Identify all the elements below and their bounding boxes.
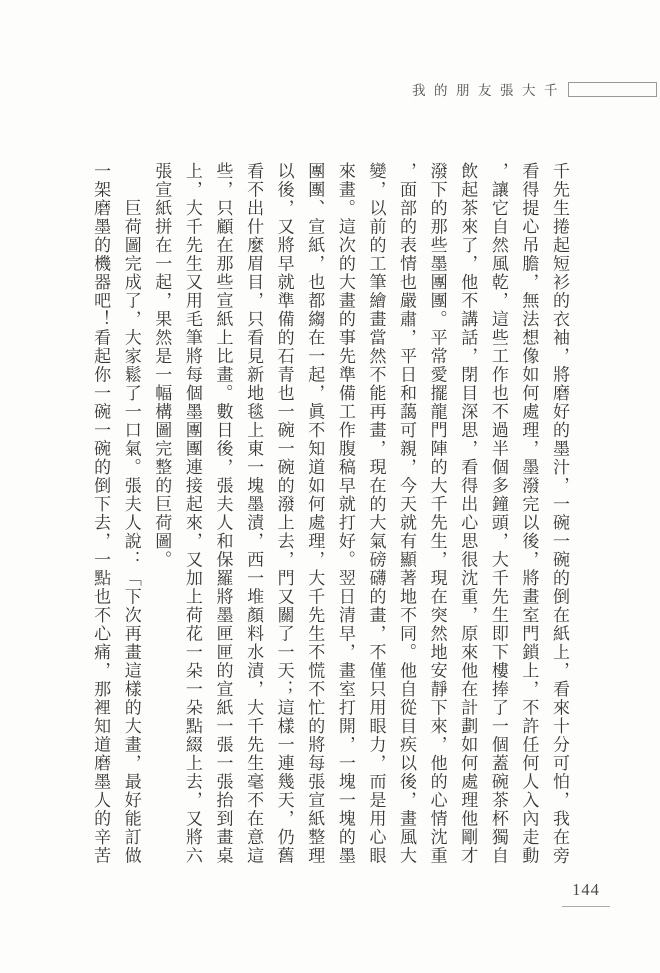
running-head bbox=[412, 79, 657, 99]
page-number: 144 bbox=[562, 880, 610, 907]
vertical-text-area bbox=[82, 162, 574, 868]
body-paragraph-1: 千先生捲起短衫的衣袖，將磨好的墨汁，一碗一碗的倒在紙上，看來十分可怕，我在旁看得提心吊膽，無法想像如何處理，墨潑完以後，將畫室門鎖上，不許任何人入內走動，讓它自然風乾，這些工作也不過半個多鐘頭，大千先生即下樓捧了一個蓋碗茶杯獨自飲起茶來了，他不講話，閉目深思，看得出心思很沈重，原來他在計劃如何處理他剛才潑下的那些墨團團。平常愛擺龍門陣的大千先生，現在突然地安靜下來，他的心情沈重，面部的表情也嚴肅，平日和藹可親，今天就有顯著地不同。他自從目疾以後，畫風大變，以前的工筆繪畫當然不能再畫，現在的大氣磅礴的畫，不僅只用眼力，而是用心眼來畫。這次的大畫的事先準備工作腹稿早就打好。翌日清早，畫室打開，一塊一塊的墨團團、宣紙，也都縐在一起，眞不知道如何處理，大千先生不慌不忙的將每張宣紙整理以後，又將早就準備的石青也一碗一碗的潑上去，門又關了一天；這樣一連幾天，仍舊看不出什麼眉目，只看見新地毯上東一塊墨漬，西一堆顏料水漬，大千先生毫不在意這些，只顧在那些宣紙上比畫。數日後，張夫人和保羅將墨匣匣的宣紙一張一張抬到畫桌上，大千先生又用毛筆將每個墨團團連接起來，又加上荷花一朵一朵點綴上去，又將六張宣紙拼在一起，果然是一幅構圖完整的巨荷圖。 bbox=[152, 162, 569, 865]
running-title: 我的朋友張大千 bbox=[412, 83, 566, 98]
page-edge-index-box bbox=[568, 82, 657, 97]
body-paragraph-2: 巨荷圖完成了，大家鬆了一口氣。張夫人說：「下次再畫這樣的大畫，最好能訂做一架磨墨的機器吧！看起你一碗一碗的倒下去，一點也不心痛，那裡知道磨墨人的辛苦 bbox=[91, 162, 141, 865]
